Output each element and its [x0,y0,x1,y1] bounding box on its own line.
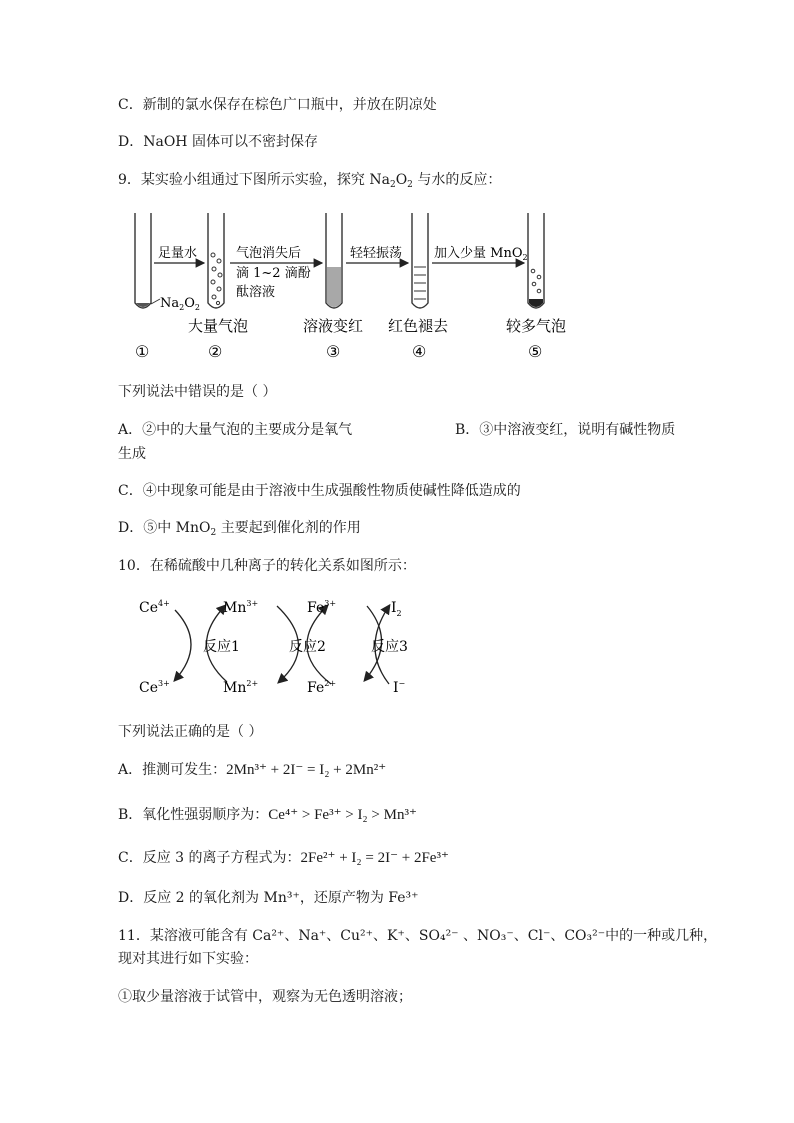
obs-3: 溶液变红 [303,317,364,335]
q11-stem-cont: 现对其进行如下实验： [118,951,258,967]
reaction-2-label: 反应2 [289,639,326,655]
q9-option-b: B．③中溶液变红，说明有碱性物质 [455,422,676,438]
obs-4: 红色褪去 [388,317,449,335]
reaction-3-label: 反应3 [371,639,408,655]
q10-option-a: A．推测可发生：2Mn³⁺ + 2I⁻ = I₂ + 2Mn²⁺ [118,762,387,778]
reagent-label: $Na_2O_2$ [160,296,200,312]
num-1: ① [135,342,150,361]
obs-2: 大量气泡 [188,317,249,335]
q9-stem: 9．某实验小组通过下图所示实验，探究 $Na_2O_2$ 与水的反应： [118,172,502,190]
q8-option-d: D．NaOH 固体可以不密封保存 [118,134,318,150]
arc-ce4-to-ce3 [175,610,191,680]
q10-option-c: C．反应 3 的离子方程式为：2Fe²⁺ + I₂ = 2I⁻ + 2Fe³⁺ [118,850,449,866]
test-tube-4 [412,213,428,308]
test-tube-3 [326,213,342,308]
step2-label-line3: 酞溶液 [236,285,276,300]
q11-stem: 11．某溶液可能含有 Ca²⁺、Na⁺、Cu²⁺、K⁺、SO₄²⁻ 、NO₃⁻、Cl⁻、CO₃²⁻中的一种或几种， [118,928,718,944]
step3-label: 轻轻振荡 [350,246,403,261]
test-tube-2 [208,213,224,308]
num-5: ⑤ [528,342,543,361]
test-tube-5 [528,213,544,308]
test-tube-1 [135,213,151,308]
q9-question: 下列说法中错误的是（ ） [118,384,277,400]
ion-iminus: I− [393,679,406,696]
step2-label-line2: 滴 1~2 滴酚 [236,266,311,281]
reaction-1-label: 反应1 [203,639,240,655]
ion-fe3: $Fe^{3+}$ [307,599,337,616]
q9-option-a: A．②中的大量气泡的主要成分是氧气 [118,422,353,438]
q11-step-1: ①取少量溶液于试管中，观察为无色透明溶液； [118,989,412,1005]
step2-label-line1: 气泡消失后 [236,246,302,261]
q10-option-d: D．反应 2 的氧化剂为 Mn³⁺，还原产物为 Fe³⁺ [118,890,419,906]
q9-option-d: D．⑤中 MnO$_2$ 主要起到催化剂的作用 [118,520,361,538]
q8-option-c: C．新制的氯水保存在棕色广口瓶中，并放在阴凉处 [118,97,437,113]
ion-ce4: $Ce^{4+}$ [139,599,170,616]
step4-label: 加入少量 MnO$_2$ [434,246,528,262]
num-3: ③ [326,342,341,361]
q9-option-b-cont: 生成 [118,446,146,462]
q10-question: 下列说法正确的是（ ） [118,724,263,740]
q9-experiment-figure [118,205,588,365]
step1-label: 足量水 [158,246,198,261]
q9-option-c: C．④中现象可能是由于溶液中生成强酸性物质使碱性降低造成的 [118,483,521,499]
q10-ion-cycle-diagram [135,592,425,700]
ion-i2: $I_2$ [391,600,402,618]
num-4: ④ [412,342,427,361]
q10-stem: 10．在稀硫酸中几种离子的转化关系如图所示： [118,558,416,574]
obs-5: 较多气泡 [506,317,567,335]
ion-mn3: $Mn^{3+}$ [223,599,259,616]
ion-fe2: $Fe^{2+}$ [307,679,337,696]
ion-ce3: $Ce^{3+}$ [139,679,170,696]
ion-mn2: $Mn^{2+}$ [223,679,259,696]
num-2: ② [208,342,223,361]
q10-option-b: B．氧化性强弱顺序为：Ce⁴⁺ > Fe³⁺ > I₂ > Mn³⁺ [118,807,417,823]
